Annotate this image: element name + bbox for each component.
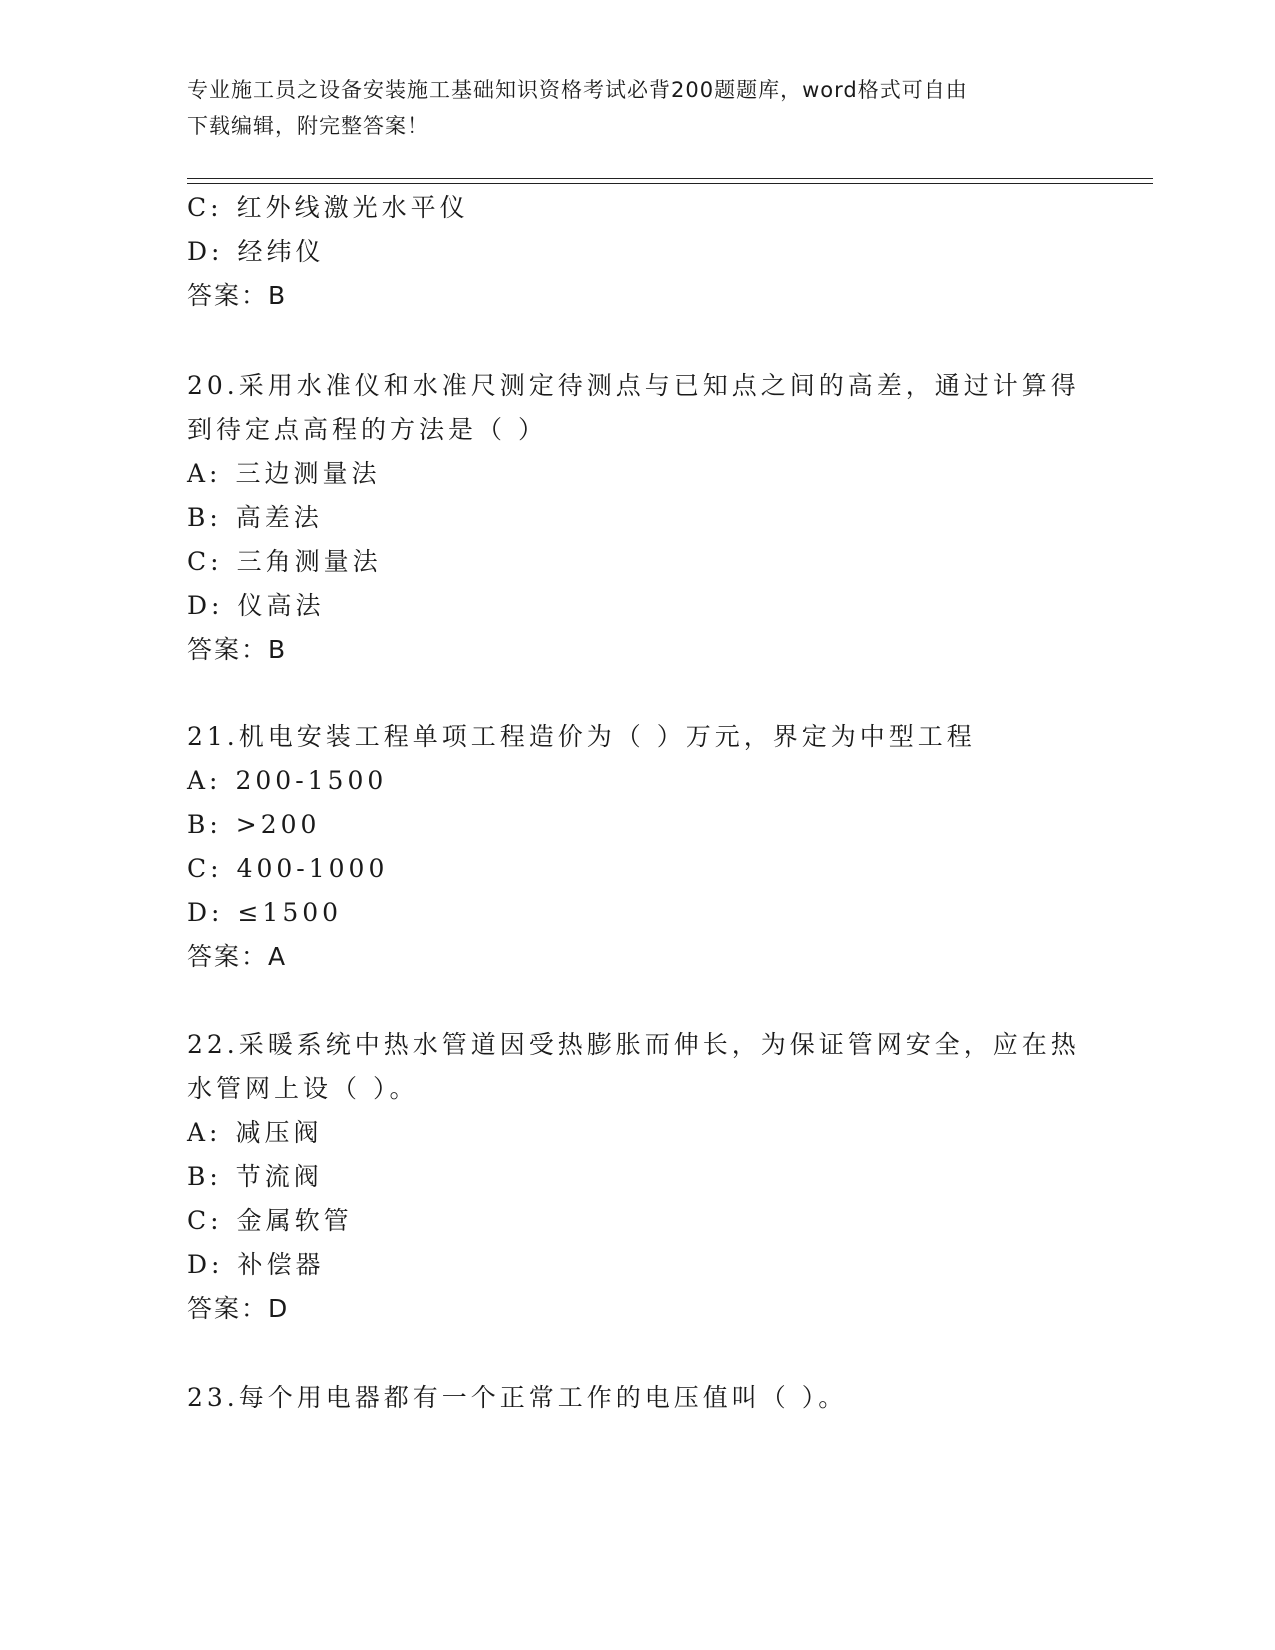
q21-stem-line-1: 21.机电安装工程单项工程造价为（ ）万元，界定为中型工程 [187,722,976,751]
option-text: 红外线激光水平仪 [236,193,469,222]
option-label: D: [187,591,224,620]
q22-option-a [187,1118,323,1148]
q22-answer: 答案：D [187,1294,290,1323]
q22-option-d [187,1250,324,1280]
option-text: 三角测量法 [236,547,382,576]
q19-option-c [187,193,469,223]
q19-answer: 答案：B [187,281,288,310]
q22-stem-line-2: 水管网上设（ ）。 [187,1074,419,1103]
option-label: C: [187,193,223,222]
q21-answer: 答案：A [187,942,288,971]
option-label: A: [187,1118,222,1147]
q20-stem-line-2: 到待定点高程的方法是（ ） [187,415,547,444]
option-label: D: [187,898,224,927]
option-text: 减压阀 [235,1118,323,1147]
q20-answer: 答案：B [187,635,288,664]
option-text: 高差法 [235,503,323,532]
option-label: A: [187,459,222,488]
option-text: >200 [235,810,321,839]
q21-option-c [187,854,388,884]
option-label: B: [187,810,222,839]
q22-option-b [187,1162,323,1192]
option-text: 三边测量法 [235,459,381,488]
option-label: A: [187,766,222,795]
q20-option-b [187,503,323,533]
header-line-1: 专业施工员之设备安装施工基础知识资格考试必背200题题库，word格式可自由 [187,78,968,102]
option-text: 200-1500 [235,766,388,795]
option-label: B: [187,503,222,532]
document-header [187,72,1087,144]
header-divider-bottom [187,183,1153,184]
option-label: D: [187,237,224,266]
header-divider-top [187,178,1153,179]
q20-option-d [187,591,324,621]
q20-option-c [187,547,382,577]
header-line-2: 下载编辑，附完整答案！ [187,114,429,138]
q22-stem-line-1: 22.采暖系统中热水管道因受热膨胀而伸长，为保证管网安全，应在热 [187,1030,1080,1059]
q21-option-d [187,898,342,928]
option-label: C: [187,854,223,883]
option-label: B: [187,1162,222,1191]
q21-option-a [187,766,387,796]
option-label: C: [187,547,223,576]
q22-option-c [187,1206,353,1236]
option-text: 仪高法 [237,591,325,620]
q20-stem-line-1: 20.采用水准仪和水准尺测定待测点与已知点之间的高差，通过计算得 [187,371,1080,400]
option-text: 节流阀 [235,1162,323,1191]
q21-option-b [187,810,320,840]
option-text: 400-1000 [236,854,389,883]
option-label: D: [187,1250,224,1279]
option-text: ≤1500 [237,898,343,927]
option-text: 补偿器 [237,1250,325,1279]
option-text: 金属软管 [236,1206,353,1235]
q20-option-a [187,459,381,489]
q23-stem-line-1: 23.每个用电器都有一个正常工作的电压值叫（ ）。 [187,1383,848,1412]
option-label: C: [187,1206,223,1235]
q19-option-d [187,237,324,267]
option-text: 经纬仪 [237,237,325,266]
